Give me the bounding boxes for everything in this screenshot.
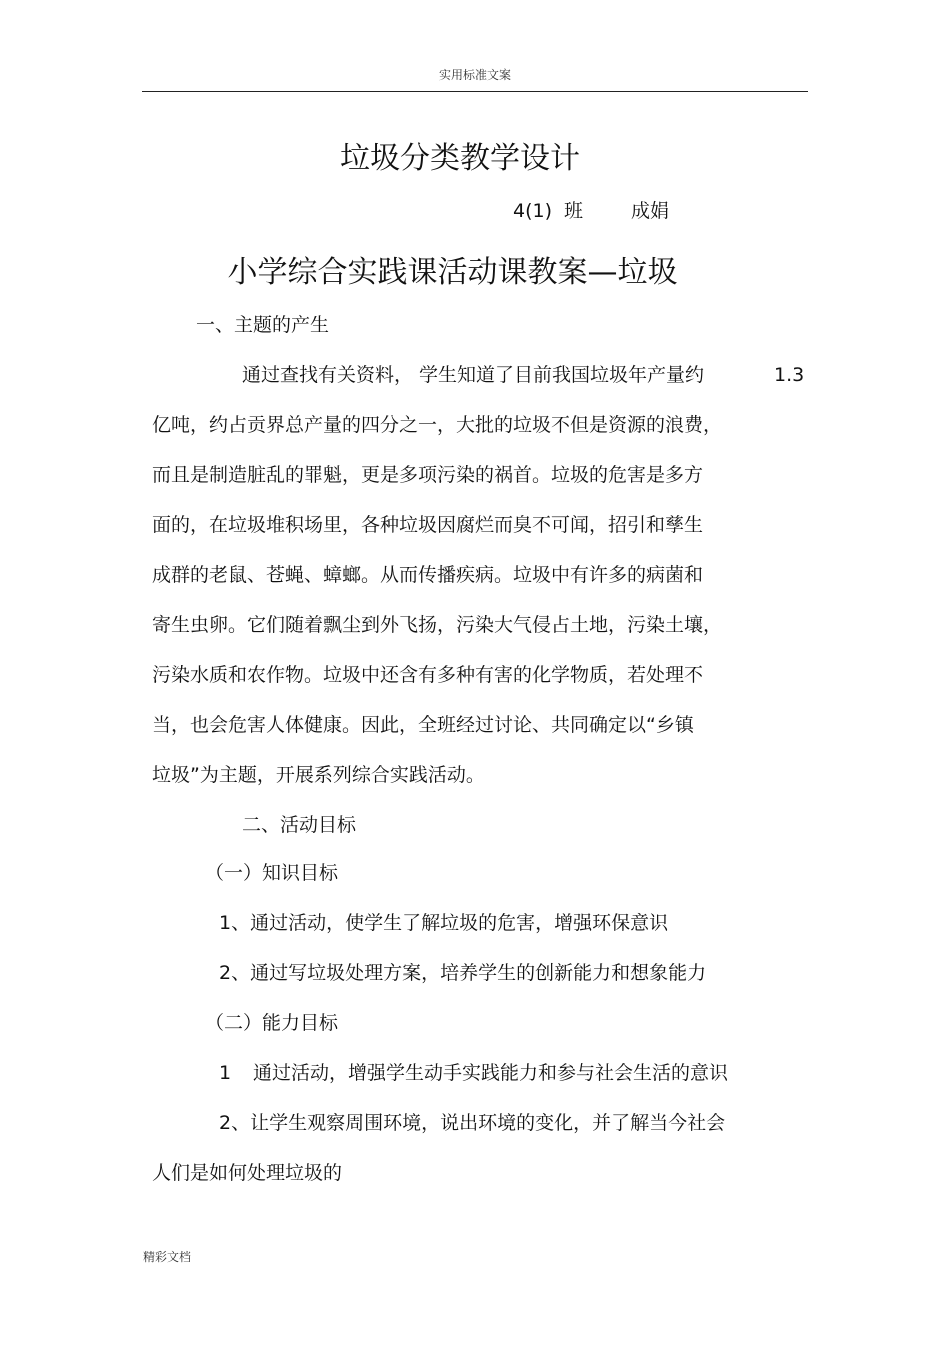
page-header: 实用标准文案	[438, 68, 511, 82]
paragraph-line: 成群的老鼠、苍蝇、蟑螂。从而传播疾病。垃圾中有许多的病菌和	[152, 564, 704, 586]
header-rule	[142, 91, 808, 92]
list-item-number: 1	[219, 1062, 232, 1084]
paragraph-line: 而且是制造脏乱的罪魁，更是多项污染的祸首。垃圾的危害是多方	[152, 464, 704, 486]
paragraph-line: 寄生虫卵。它们随着飘尘到外飞扬，污染大气侵占土地，污染土壤，	[152, 614, 723, 636]
paragraph-line: 面的，在垃圾堆积场里，各种垃圾因腐烂而臭不可闻，招引和孳生	[152, 514, 704, 536]
paragraph-line: 亿吨，约占贡界总产量的四分之一，大批的垃圾不但是资源的浪费，	[152, 414, 723, 436]
section2-heading: 二、活动目标	[242, 814, 357, 836]
paragraph-line: 当，也会危害人体健康。因此，全班经过讨论、共同确定以“乡镇	[152, 714, 694, 736]
subsection-heading: （一）知识目标	[205, 862, 339, 884]
document-title: 垃圾分类教学设计	[340, 141, 580, 176]
author-line	[513, 196, 669, 223]
paragraph-number: 1.3	[774, 364, 805, 386]
class-number: 4(1)	[513, 200, 553, 222]
list-item: 通过活动，增强学生动手实践能力和参与社会生活的意识	[253, 1062, 729, 1084]
list-item: 2、通过写垃圾处理方案，培养学生的创新能力和想象能力	[219, 962, 707, 984]
list-item: 2、让学生观察周围环境，说出环境的变化，并了解当今社会	[219, 1112, 726, 1134]
class-label: 班	[564, 200, 584, 222]
list-item: 1、通过活动，使学生了解垃圾的危害，增强环保意识	[219, 912, 669, 934]
list-item-continuation: 人们是如何处理垃圾的	[152, 1162, 343, 1184]
author-name: 成娟	[631, 200, 670, 222]
section1-heading: 一、主题的产生	[196, 314, 330, 336]
lesson-title: 小学综合实践课活动课教案—垃圾	[227, 255, 678, 290]
page-footer: 精彩文档	[143, 1250, 192, 1264]
paragraph-line: 垃圾”为主题，开展系列综合实践活动。	[152, 764, 485, 786]
paragraph-line: 污染水质和农作物。垃圾中还含有多种有害的化学物质，若处理不	[152, 664, 704, 686]
subsection-heading: （二）能力目标	[205, 1012, 339, 1034]
paragraph-line: 通过查找有关资料， 学生知道了目前我国垃圾年产量约	[242, 364, 705, 386]
